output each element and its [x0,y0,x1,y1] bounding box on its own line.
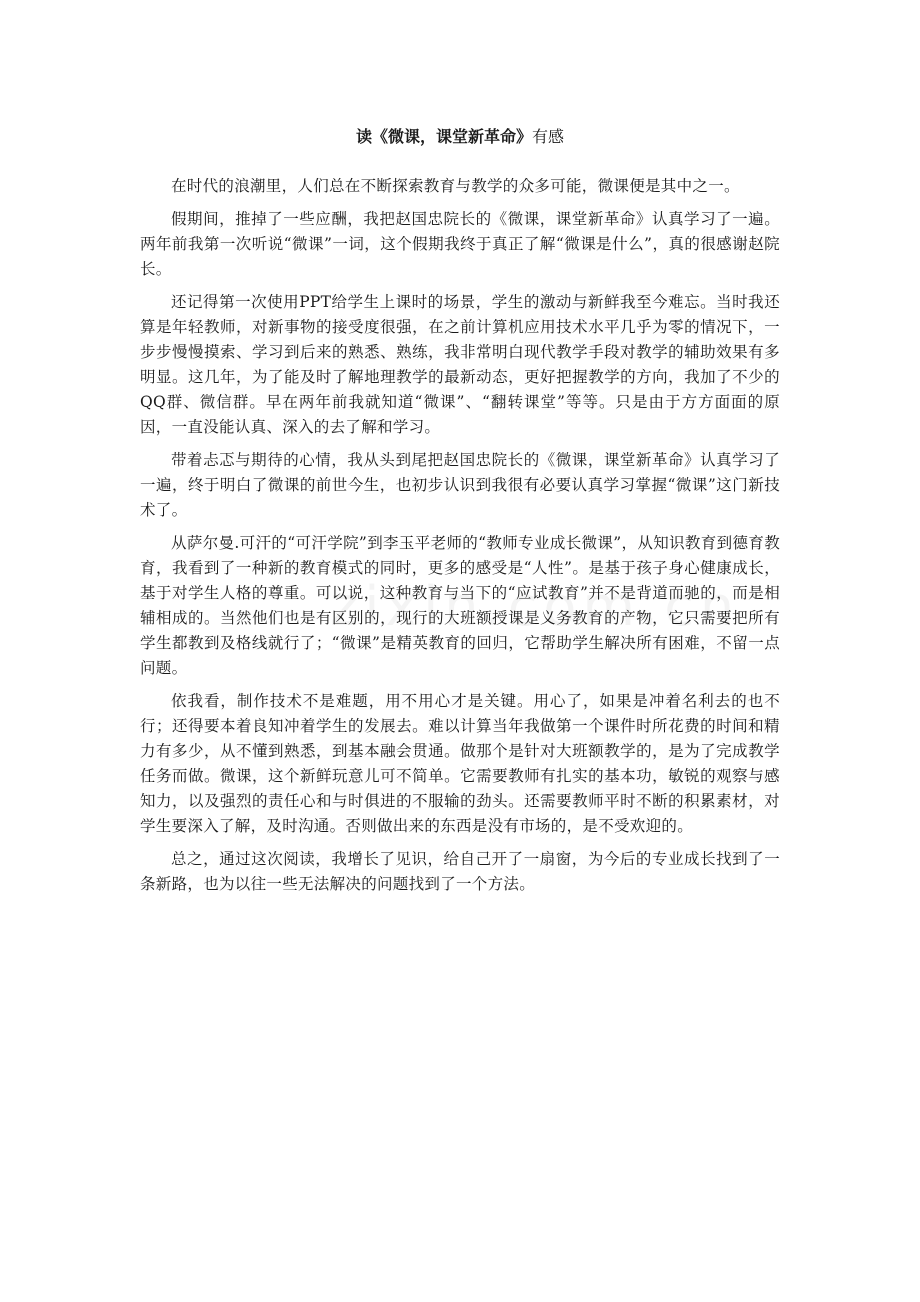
paragraph: 从萨尔曼.可汗的“可汗学院”到李玉平老师的“教师专业成长微课”，从知识教育到德育教育，我看到了一种新的教育模式的同时，更多的感受是“人性”。是基于孩子身心健康成长，基于对学生人格的尊重。可以说，这种教育与当下的“应试教育”并不是背道而驰的，而是相辅相成的。当然他们也是有区别的，现行的大班额授课是义务教育的产物，它只需要把所有学生都教到及格线就行了；“微课”是精英教育的回归，它帮助学生解决所有困难，不留一点问题。 [140,534,780,677]
paragraph: 在时代的浪潮里，人们总在不断探索教育与教学的众多可能，微课便是其中之一。 [171,177,740,195]
paragraph: 带着忐忑与期待的心情，我从头到尾把赵国忠院长的《微课，课堂新革命》认真学习了一遍，终于明白了微课的前世今生，也初步认识到我很有必要认真学习掌握“微课”这门新技术了。 [140,451,780,519]
paragraph: 还记得第一次使用PPT给学生上课时的场景，学生的激动与新鲜我至今难忘。当时我还算是年轻教师，对新事物的接受度很强，在之前计算机应用技术水平几乎为零的情况下，一步步慢慢摸索、学习到后来的熟悉、熟练，我非常明白现代教学手段对教学的辅助效果有多明显。这几年，为了能及时了解地理教学的最新动态，更好把握教学的方向，我加了不少的QQ群、微信群。早在两年前我就知道“微课”、“翻转课堂”等等。只是由于方方面面的原因，一直没能认真、深入的去了解和学习。 [140,293,780,436]
document-title [0,126,920,148]
paragraph: 依我看，制作技术不是难题，用不用心才是关键。用心了，如果是冲着名利去的也不行；还得要本着良知冲着学生的发展去。难以计算当年我做第一个课件时所花费的时间和精力有多少，从不懂到熟悉，到基本融会贯通。做那个是针对大班额教学的，是为了完成教学任务而做。微课，这个新鲜玩意儿可不简单。它需要教师有扎实的基本功，敏锐的观察与感知力，以及强烈的责任心和与时俱进的不服输的劲头。还需要教师平时不断的积累素材，对学生要深入了解，及时沟通。否则做出来的东西是没有市场的，是不受欢迎的。 [140,692,780,835]
watermark [330,575,740,638]
title-suffix: 有感 [532,127,565,146]
paragraph: 假期间，推掉了一些应酬，我把赵国忠院长的《微课，课堂新革命》认真学习了一遍。两年前我第一次听说“微课”一词，这个假期我终于真正了解“微课是什么”，真的很感谢赵院长。 [140,210,780,278]
title-main: 读《微课，课堂新革命》 [355,127,532,146]
document-body [140,174,780,905]
paragraph: 总之，通过这次阅读，我增长了见识，给自己开了一扇窗，为今后的专业成长找到了一条新路，也为以往一些无法解决的问题找到了一个方法。 [140,850,780,893]
